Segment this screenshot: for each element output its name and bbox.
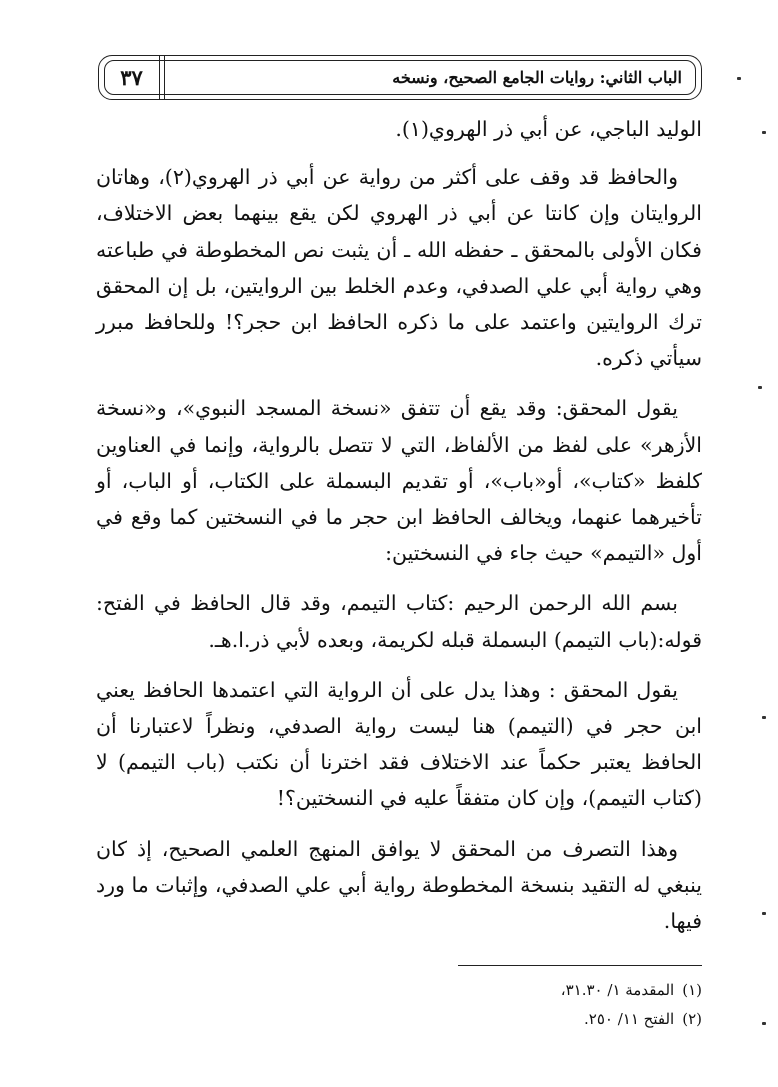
running-title: الباب الثاني: روايات الجامع الصحيح، ونسخه bbox=[392, 68, 682, 87]
scan-dot bbox=[762, 912, 766, 915]
footnotes bbox=[420, 976, 702, 1034]
footnote-marker: (١) bbox=[682, 981, 702, 999]
footnote-text: الفتح ١١/ ٢٥٠. bbox=[584, 1010, 675, 1028]
footnote-item bbox=[420, 1005, 702, 1034]
body-text bbox=[96, 111, 702, 953]
scan-dot bbox=[762, 1022, 766, 1025]
paragraph: والحافظ قد وقف على أكثر من رواية عن أبي ذر الهروي(٢)، وهاتان الروايتان وإن كانتا عن أبي ذر الهروي لكن يقع بينهما بعض الاختلاف، فكان الأولى بالمحقق ـ حفظه الله ـ أن يثبت نص المخطوطة في طباعته وهي رواية أبي علي الصدفي، وعدم الخلط بين الروايتين، بل إن المحقق ترك الروايتين واعتمد على ما ذكره الحافظ ابن حجر؟! وللحافظ مبرر سيأتي ذكره. bbox=[96, 165, 702, 371]
footnote-item bbox=[420, 976, 702, 1005]
footnote-separator bbox=[458, 965, 702, 966]
paragraph: الوليد الباجي، عن أبي ذر الهروي(١). bbox=[395, 117, 702, 141]
footnote-marker: (٢) bbox=[682, 1010, 702, 1028]
paragraph: يقول المحقق: وقد يقع أن تتفق «نسخة المسجد النبوي»، و«نسخة الأزهر» على لفظ من الألفاظ، التي لا تتصل بالرواية، وإنما في العناوين كلفظ «كتاب»، أو«باب»، أو تقديم البسملة على الكتاب، أو الباب، أو تأخيرهما عنهما، ويخالف الحافظ ابن حجر ما في النسختين كما وقع في أول «التيمم» حيث جاء في النسختين: bbox=[96, 396, 702, 566]
page-number: ٣٧ bbox=[120, 65, 143, 90]
paragraph: وهذا التصرف من المحقق لا يوافق المنهج العلمي الصحيح، إذ كان ينبغي له التقيد بنسخة المخطوطة رواية أبي علي الصدفي، وإثبات ما ورد فيها. bbox=[96, 836, 702, 934]
scan-dot bbox=[762, 131, 766, 134]
scan-dot bbox=[762, 716, 766, 719]
footnote-text: المقدمة ١/ ٣١.٣٠، bbox=[560, 981, 675, 999]
scan-dot bbox=[737, 77, 741, 80]
header-divider bbox=[159, 55, 165, 100]
scan-dot bbox=[758, 386, 762, 389]
paragraph: يقول المحقق : وهذا يدل على أن الرواية التي اعتمدها الحافظ يعني ابن حجر في (التيمم) هنا ليست رواية الصدفي، ونظراً لاعتبارنا أن الحافظ يعتبر حكماً عند الاختلاف فقد اخترنا أن نكتب (باب التيمم) لا (كتاب التيمم)، وإن كان متفقاً عليه في النسختين؟! bbox=[96, 677, 702, 811]
paragraph: بسم الله الرحمن الرحيم :كتاب التيمم، وقد قال الحافظ في الفتح: قوله:(باب التيمم) البسملة قبله لكريمة، وبعده لأبي ذر.ا.هـ. bbox=[96, 591, 702, 652]
